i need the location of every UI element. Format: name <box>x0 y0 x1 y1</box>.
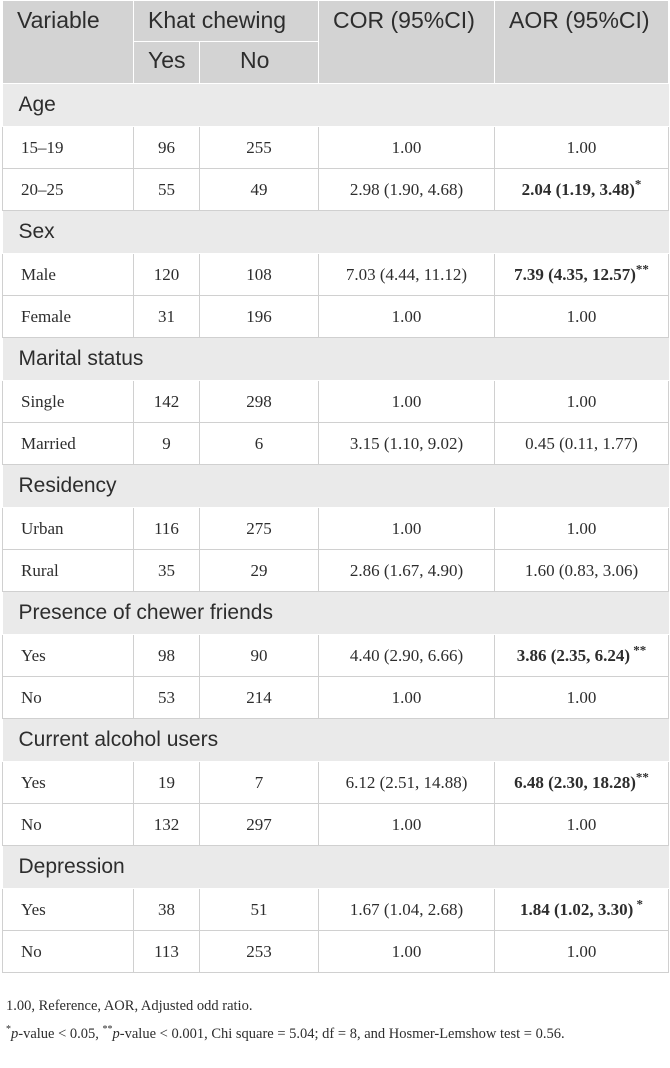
cell-no: 255 <box>200 127 319 169</box>
cell-aor <box>495 762 669 804</box>
cell-cor: 6.12 (2.51, 14.88) <box>319 762 495 804</box>
cell-yes: 132 <box>134 804 200 846</box>
aor-value: 0.45 (0.11, 1.77) <box>525 433 638 453</box>
section-header <box>3 719 669 762</box>
cell-no: 196 <box>200 296 319 338</box>
cell-yes: 35 <box>134 550 200 592</box>
cell-cor: 1.00 <box>319 381 495 423</box>
cell-cor: 1.00 <box>319 931 495 973</box>
header-variable: Variable <box>3 1 134 84</box>
cell-aor <box>495 635 669 677</box>
cell-cor: 4.40 (2.90, 6.66) <box>319 635 495 677</box>
row-label: No <box>3 931 134 973</box>
cell-aor <box>495 296 669 338</box>
row-label: No <box>3 804 134 846</box>
cell-aor <box>495 804 669 846</box>
table-row <box>3 762 669 804</box>
section-title: Current alcohol users <box>3 719 669 762</box>
cell-cor: 2.86 (1.67, 4.90) <box>319 550 495 592</box>
cell-no: 7 <box>200 762 319 804</box>
table-row <box>3 550 669 592</box>
cell-cor: 1.00 <box>319 508 495 550</box>
cell-no: 298 <box>200 381 319 423</box>
cell-yes: 96 <box>134 127 200 169</box>
row-label: 15–19 <box>3 127 134 169</box>
table-row <box>3 423 669 465</box>
section-title: Age <box>3 84 669 127</box>
row-label: Urban <box>3 508 134 550</box>
cell-aor <box>495 889 669 931</box>
table-row <box>3 931 669 973</box>
cell-cor: 1.00 <box>319 804 495 846</box>
aor-value: 2.04 (1.19, 3.48) <box>521 179 635 199</box>
cell-aor <box>495 254 669 296</box>
table-body <box>3 84 669 973</box>
aor-value: 1.60 (0.83, 3.06) <box>524 560 639 580</box>
section-title: Depression <box>3 846 669 889</box>
table-row <box>3 677 669 719</box>
section-header <box>3 846 669 889</box>
row-label: No <box>3 677 134 719</box>
table-row <box>3 296 669 338</box>
cell-aor <box>495 508 669 550</box>
cell-no: 297 <box>200 804 319 846</box>
cell-no: 275 <box>200 508 319 550</box>
cell-cor: 2.98 (1.90, 4.68) <box>319 169 495 211</box>
footnote-p-2: p <box>112 1026 120 1042</box>
aor-value: 1.00 <box>566 941 597 961</box>
cell-cor: 1.00 <box>319 296 495 338</box>
cell-no: 90 <box>200 635 319 677</box>
row-label: Yes <box>3 635 134 677</box>
section-header <box>3 592 669 635</box>
table-row <box>3 254 669 296</box>
aor-value: 1.00 <box>566 687 597 707</box>
significance-marker: ** <box>630 641 647 657</box>
cell-yes: 53 <box>134 677 200 719</box>
row-label: Female <box>3 296 134 338</box>
cell-yes: 31 <box>134 296 200 338</box>
cell-no: 51 <box>200 889 319 931</box>
aor-value: 1.00 <box>566 814 597 834</box>
header-yes: Yes <box>134 42 200 84</box>
cell-no: 29 <box>200 550 319 592</box>
footnote-star-1: * <box>6 1024 11 1036</box>
cell-yes: 113 <box>134 931 200 973</box>
cell-cor: 1.67 (1.04, 2.68) <box>319 889 495 931</box>
cell-yes: 19 <box>134 762 200 804</box>
section-header <box>3 84 669 127</box>
cell-no: 49 <box>200 169 319 211</box>
cell-aor <box>495 931 669 973</box>
significance-marker: * <box>634 175 642 191</box>
section-title: Sex <box>3 211 669 254</box>
aor-value: 1.00 <box>566 306 597 326</box>
row-label: Yes <box>3 889 134 931</box>
aor-value: 1.00 <box>566 137 597 157</box>
results-table <box>2 0 669 973</box>
cell-cor: 1.00 <box>319 677 495 719</box>
table-row <box>3 804 669 846</box>
row-label: Rural <box>3 550 134 592</box>
cell-yes: 142 <box>134 381 200 423</box>
row-label: Yes <box>3 762 134 804</box>
cell-no: 214 <box>200 677 319 719</box>
cell-yes: 116 <box>134 508 200 550</box>
header-no: No <box>200 42 319 84</box>
cell-aor <box>495 550 669 592</box>
cell-yes: 120 <box>134 254 200 296</box>
footnote-text-1: -value < 0.05, <box>18 1026 103 1042</box>
row-label: Married <box>3 423 134 465</box>
cell-cor: 7.03 (4.44, 11.12) <box>319 254 495 296</box>
cell-no: 253 <box>200 931 319 973</box>
header-khat-chewing: Khat chewing <box>134 1 319 42</box>
row-label: 20–25 <box>3 169 134 211</box>
significance-marker: ** <box>635 260 649 276</box>
cell-no: 6 <box>200 423 319 465</box>
section-title: Marital status <box>3 338 669 381</box>
aor-value: 7.39 (4.35, 12.57) <box>514 264 636 284</box>
footnote-text-2: -value < 0.001, Chi square = 5.04; df = 8, and Hosmer-Lemshow test = 0.56. <box>119 1026 565 1042</box>
cell-aor <box>495 677 669 719</box>
footnote-star-2: ** <box>102 1024 113 1036</box>
cell-yes: 98 <box>134 635 200 677</box>
aor-value: 1.00 <box>566 518 597 538</box>
table-row <box>3 635 669 677</box>
aor-value: 1.84 (1.02, 3.30) <box>519 899 634 919</box>
row-label: Single <box>3 381 134 423</box>
table-row <box>3 508 669 550</box>
table-row <box>3 127 669 169</box>
significance-marker: ** <box>635 768 649 784</box>
cell-no: 108 <box>200 254 319 296</box>
footnote-significance <box>6 1023 666 1045</box>
table-row <box>3 169 669 211</box>
cell-aor <box>495 381 669 423</box>
footnote-reference: 1.00, Reference, AOR, Adjusted odd ratio. <box>6 998 253 1014</box>
section-title: Residency <box>3 465 669 508</box>
section-header <box>3 211 669 254</box>
significance-marker: * <box>633 895 644 911</box>
cell-aor <box>495 423 669 465</box>
aor-value: 1.00 <box>566 391 597 411</box>
header-cor: COR (95%CI) <box>319 1 495 84</box>
cell-yes: 9 <box>134 423 200 465</box>
cell-yes: 55 <box>134 169 200 211</box>
cell-yes: 38 <box>134 889 200 931</box>
cell-cor: 1.00 <box>319 127 495 169</box>
aor-value: 6.48 (2.30, 18.28) <box>514 772 636 792</box>
table-row <box>3 889 669 931</box>
cell-cor: 3.15 (1.10, 9.02) <box>319 423 495 465</box>
table-row <box>3 381 669 423</box>
footnote-p-1: p <box>11 1026 19 1042</box>
aor-value: 3.86 (2.35, 6.24) <box>516 645 631 665</box>
section-title: Presence of chewer friends <box>3 592 669 635</box>
section-header <box>3 338 669 381</box>
header-aor: AOR (95%CI) <box>495 1 669 84</box>
cell-aor <box>495 169 669 211</box>
row-label: Male <box>3 254 134 296</box>
section-header <box>3 465 669 508</box>
cell-aor <box>495 127 669 169</box>
table-header <box>3 1 669 84</box>
